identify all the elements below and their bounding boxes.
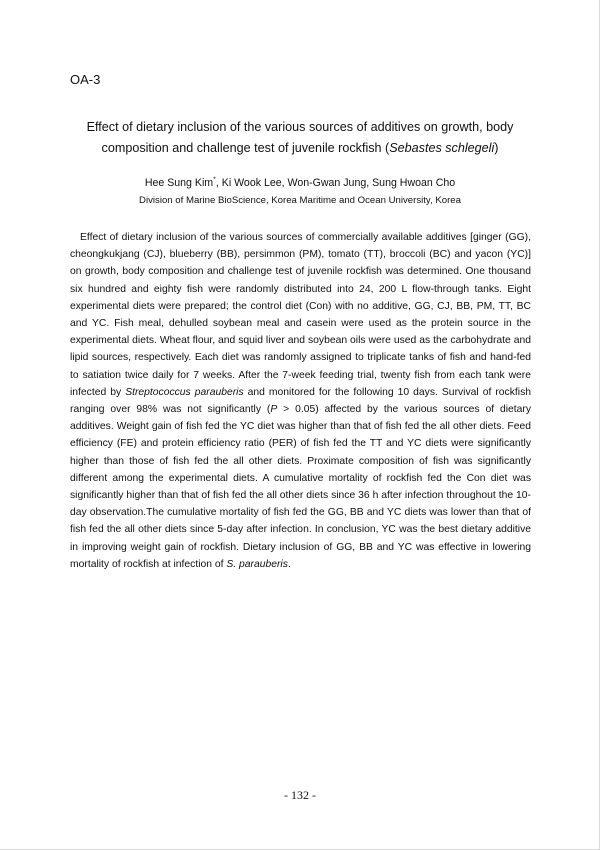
page-number: - 132 - [284,788,316,802]
pathogen-name: Streptococcus parauberis [125,386,244,398]
abstract-part-2: and monitored for the following 10 days. Survival of rockfish ranging over 98% was not significantly ( [70,386,531,416]
session-code: OA-3 [70,72,101,87]
title-line-2-prefix: composition and challenge test of juvenile rockfish ( [101,141,390,155]
abstract-part-3: > 0.05) affected by the various sources of dietary additives. Weight gain of fish fed the YC diet was higher than that of fish fed the all other diets. Feed efficiency (FE) and protein efficiency ratio (PER) of fish fed the TT and YC diets were significantly higher than those of fish fed the all other diets. Proximate composition of fish was significantly different among the experimental diets. A cumulative mortality of rockfish fed the Con diet was significantly higher than that of fish fed the all other diets since 36 h after infection throughout the 10-day observation.The cumulative mortality of fish fed the GG, BB and YC diets was lower than that of fish fed the all other diets since 5-day after infection. In conclusion, YC was the best dietary additive in improving weight gain of rockfish. Dietary inclusion of GG, BB and YC was effective in lowering mortality of rockfish at infection of [70,404,532,570]
first-author: Hee Sung Kim [144,177,214,189]
affiliation: Division of Marine BioScience, Korea Maritime and Ocean University, Korea [139,195,461,206]
author-list [70,176,530,190]
corresponding-author-mark: * [213,176,216,184]
pathogen-short-name: S. parauberis [226,558,288,570]
co-authors: , Ki Wook Lee, Won-Gwan Jung, Sung Hwoan Cho [215,177,456,189]
paper-title [70,117,530,159]
title-line-2-suffix: ) [494,141,499,155]
title-species-name: Sebastes schlegeli [389,141,495,155]
abstract-body [70,229,531,573]
abstract-part-1: Effect of dietary inclusion of the various sources of commercially available additives [ginger (GG), cheongkukjang (CJ), blueberry (BB), persimmon (PM), tomato (TT), broccoli (BC) and yacon (YC)] on growth, body composition and challenge test of juvenile rockfish was determined. One thousand six hundred and eighty fish were randomly distributed into 24, 200 L flow-through tanks. Eight experimental diets were prepared; the control diet (Con) with no additive, GG, CJ, BB, PM, TT, BC and YC. Fish meal, dehulled soybean meal and casein were used as the protein source in the experimental diets. Wheat flour, and squid liver and soybean oils were used as the carbohydrate and lipid sources, respectively. Each diet was randomly assigned to triplicate tanks of fish and hand-fed to satiation twice daily for 7 weeks. After the 7-week feeding trial, twenty fish from each tank were infected by [70,232,531,398]
p-value-symbol: P [270,404,278,416]
title-line-1: Effect of dietary inclusion of the various sources of additives on growth, body [86,120,514,134]
abstract-end: . [287,558,291,570]
